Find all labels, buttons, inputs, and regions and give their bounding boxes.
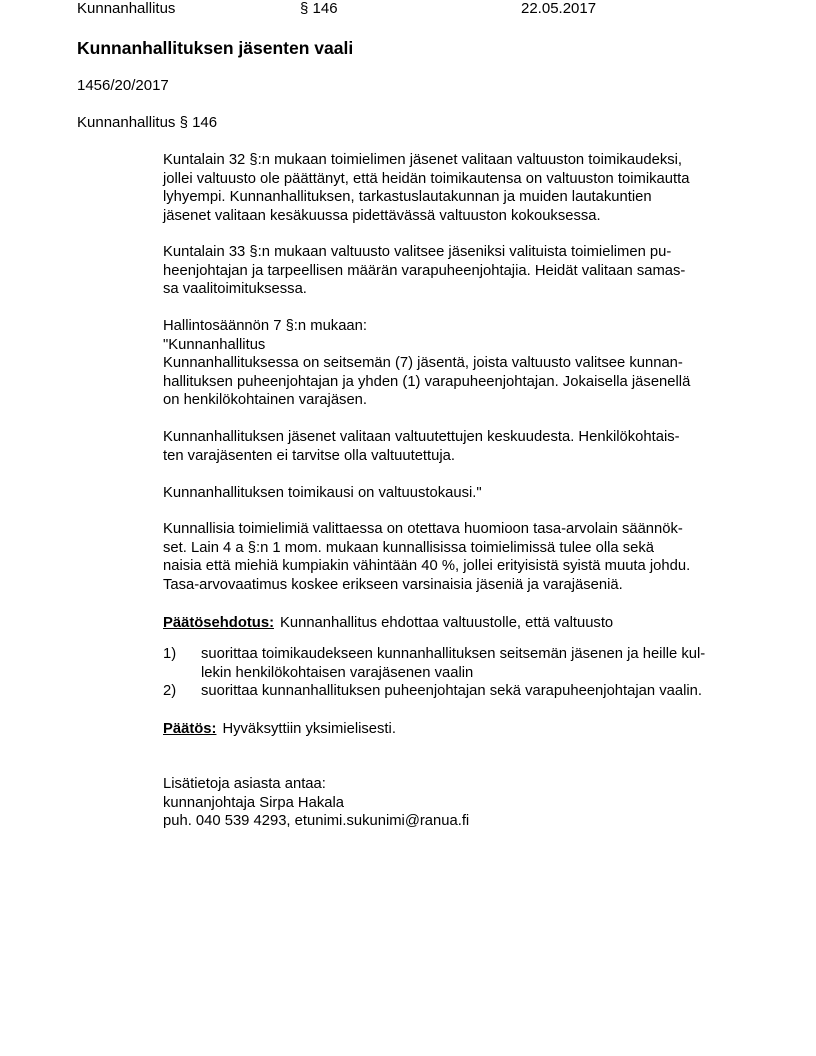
reference-number: 1456/20/2017 <box>77 77 169 94</box>
list-item-line: suorittaa toimikaudekseen kunnanhallituksen seitsemän jäsenen ja heille kul- <box>201 646 706 662</box>
paragraph-kuntalaki-33 <box>163 243 763 299</box>
paragraph-line: hallituksen puheenjohtajan ja yhden (1) varapuheenjohtajan. Jokaisella jäsenellä <box>163 373 691 390</box>
paragraph-line: Kunnanhallituksessa on seitsemän (7) jäsentä, joista valtuusto valitsee kunnan- <box>163 355 683 371</box>
list-item <box>163 645 763 682</box>
paragraph-line: on henkilökohtainen varajäsen. <box>163 392 368 408</box>
paragraph-tasa-arvolaki <box>163 520 763 594</box>
contact-person: kunnanjohtaja Sirpa Hakala <box>163 794 344 811</box>
list-item-number: 1) <box>163 646 177 662</box>
paragraph-line: heenjohtajan ja tarpeellisen määrän varapuheenjohtajia. Heidät valitaan samas- <box>163 262 686 279</box>
proposal-list <box>163 645 763 701</box>
paragraph-line: Kunnallisia toimielimiä valittaessa on otettava huomioon tasa-arvolain säännök- <box>163 521 683 537</box>
paragraph-line: naisia että miehiä kumpiakin vähintään 40 %, jollei erityisistä syistä muuta johdu. <box>163 558 691 574</box>
header-organ: Kunnanhallitus <box>77 0 176 17</box>
list-item-line: lekin henkilökohtaisen varajäsenen vaalin <box>201 664 474 681</box>
paragraph-toimikausi <box>163 484 763 503</box>
paragraph-line: Hallintosäännön 7 §:n mukaan: <box>163 318 368 334</box>
contact-info <box>163 775 763 831</box>
paragraph-line: Kuntalain 32 §:n mukaan toimielimen jäsenet valitaan valtuuston toimikaudeksi, <box>163 152 683 168</box>
contact-phone-email: puh. 040 539 4293, etunimi.sukunimi@ranua.fi <box>163 813 470 829</box>
paragraph-line: set. Lain 4 a §:n 1 mom. mukaan kunnallisissa toimielimissä tulee olla sekä <box>163 539 654 556</box>
paragraph-line: Kunnanhallituksen jäsenet valitaan valtuutettujen keskuudesta. Henkilökohtais- <box>163 429 680 445</box>
contact-intro: Lisätietoja asiasta antaa: <box>163 776 326 792</box>
paragraph-line: ten varajäsenten ei tarvitse olla valtuutettuja. <box>163 447 456 464</box>
paragraph-line: sa vaalitoimituksessa. <box>163 281 307 297</box>
paragraph-hallintosaanto <box>163 317 763 410</box>
header-section: § 146 <box>300 0 338 17</box>
paragraph-valtuutetut <box>163 428 763 465</box>
body-reference: Kunnanhallitus § 146 <box>77 114 218 131</box>
list-item-line: suorittaa kunnanhallituksen puheenjohtajan sekä varapuheenjohtajan vaalin. <box>201 683 702 699</box>
paragraph-kuntalaki-32 <box>163 151 763 225</box>
proposal <box>163 614 763 633</box>
paragraph-line: jäsenet valitaan kesäkuussa pidettävässä valtuuston kokouksessa. <box>163 207 601 224</box>
proposal-text: Kunnanhallitus ehdottaa valtuustolle, että valtuusto <box>280 615 614 631</box>
list-item <box>163 682 763 701</box>
proposal-label: Päätösehdotus: <box>163 615 274 631</box>
list-item-number: 2) <box>163 683 177 699</box>
paragraph-line: Tasa-arvovaatimus koskee erikseen varsinaisia jäseniä ja varajäseniä. <box>163 576 623 593</box>
page-title: Kunnanhallituksen jäsenten vaali <box>77 38 354 58</box>
paragraph-line: lyhyempi. Kunnanhallituksen, tarkastuslautakunnan ja muiden lautakuntien <box>163 189 652 205</box>
header-date: 22.05.2017 <box>521 0 597 17</box>
paragraph-line: jollei valtuusto ole päättänyt, että heidän toimikautensa on valtuuston toimikautta <box>163 170 690 187</box>
paragraph-line: "Kunnanhallitus <box>163 336 266 353</box>
paragraph-line: Kuntalain 33 §:n mukaan valtuusto valitsee jäseniksi valituista toimielimen pu- <box>163 244 672 260</box>
decision-label: Päätös: <box>163 721 217 737</box>
decision-text: Hyväksyttiin yksimielisesti. <box>222 721 396 737</box>
paragraph-line: Kunnanhallituksen toimikausi on valtuustokausi." <box>163 485 482 501</box>
decision <box>163 720 763 739</box>
